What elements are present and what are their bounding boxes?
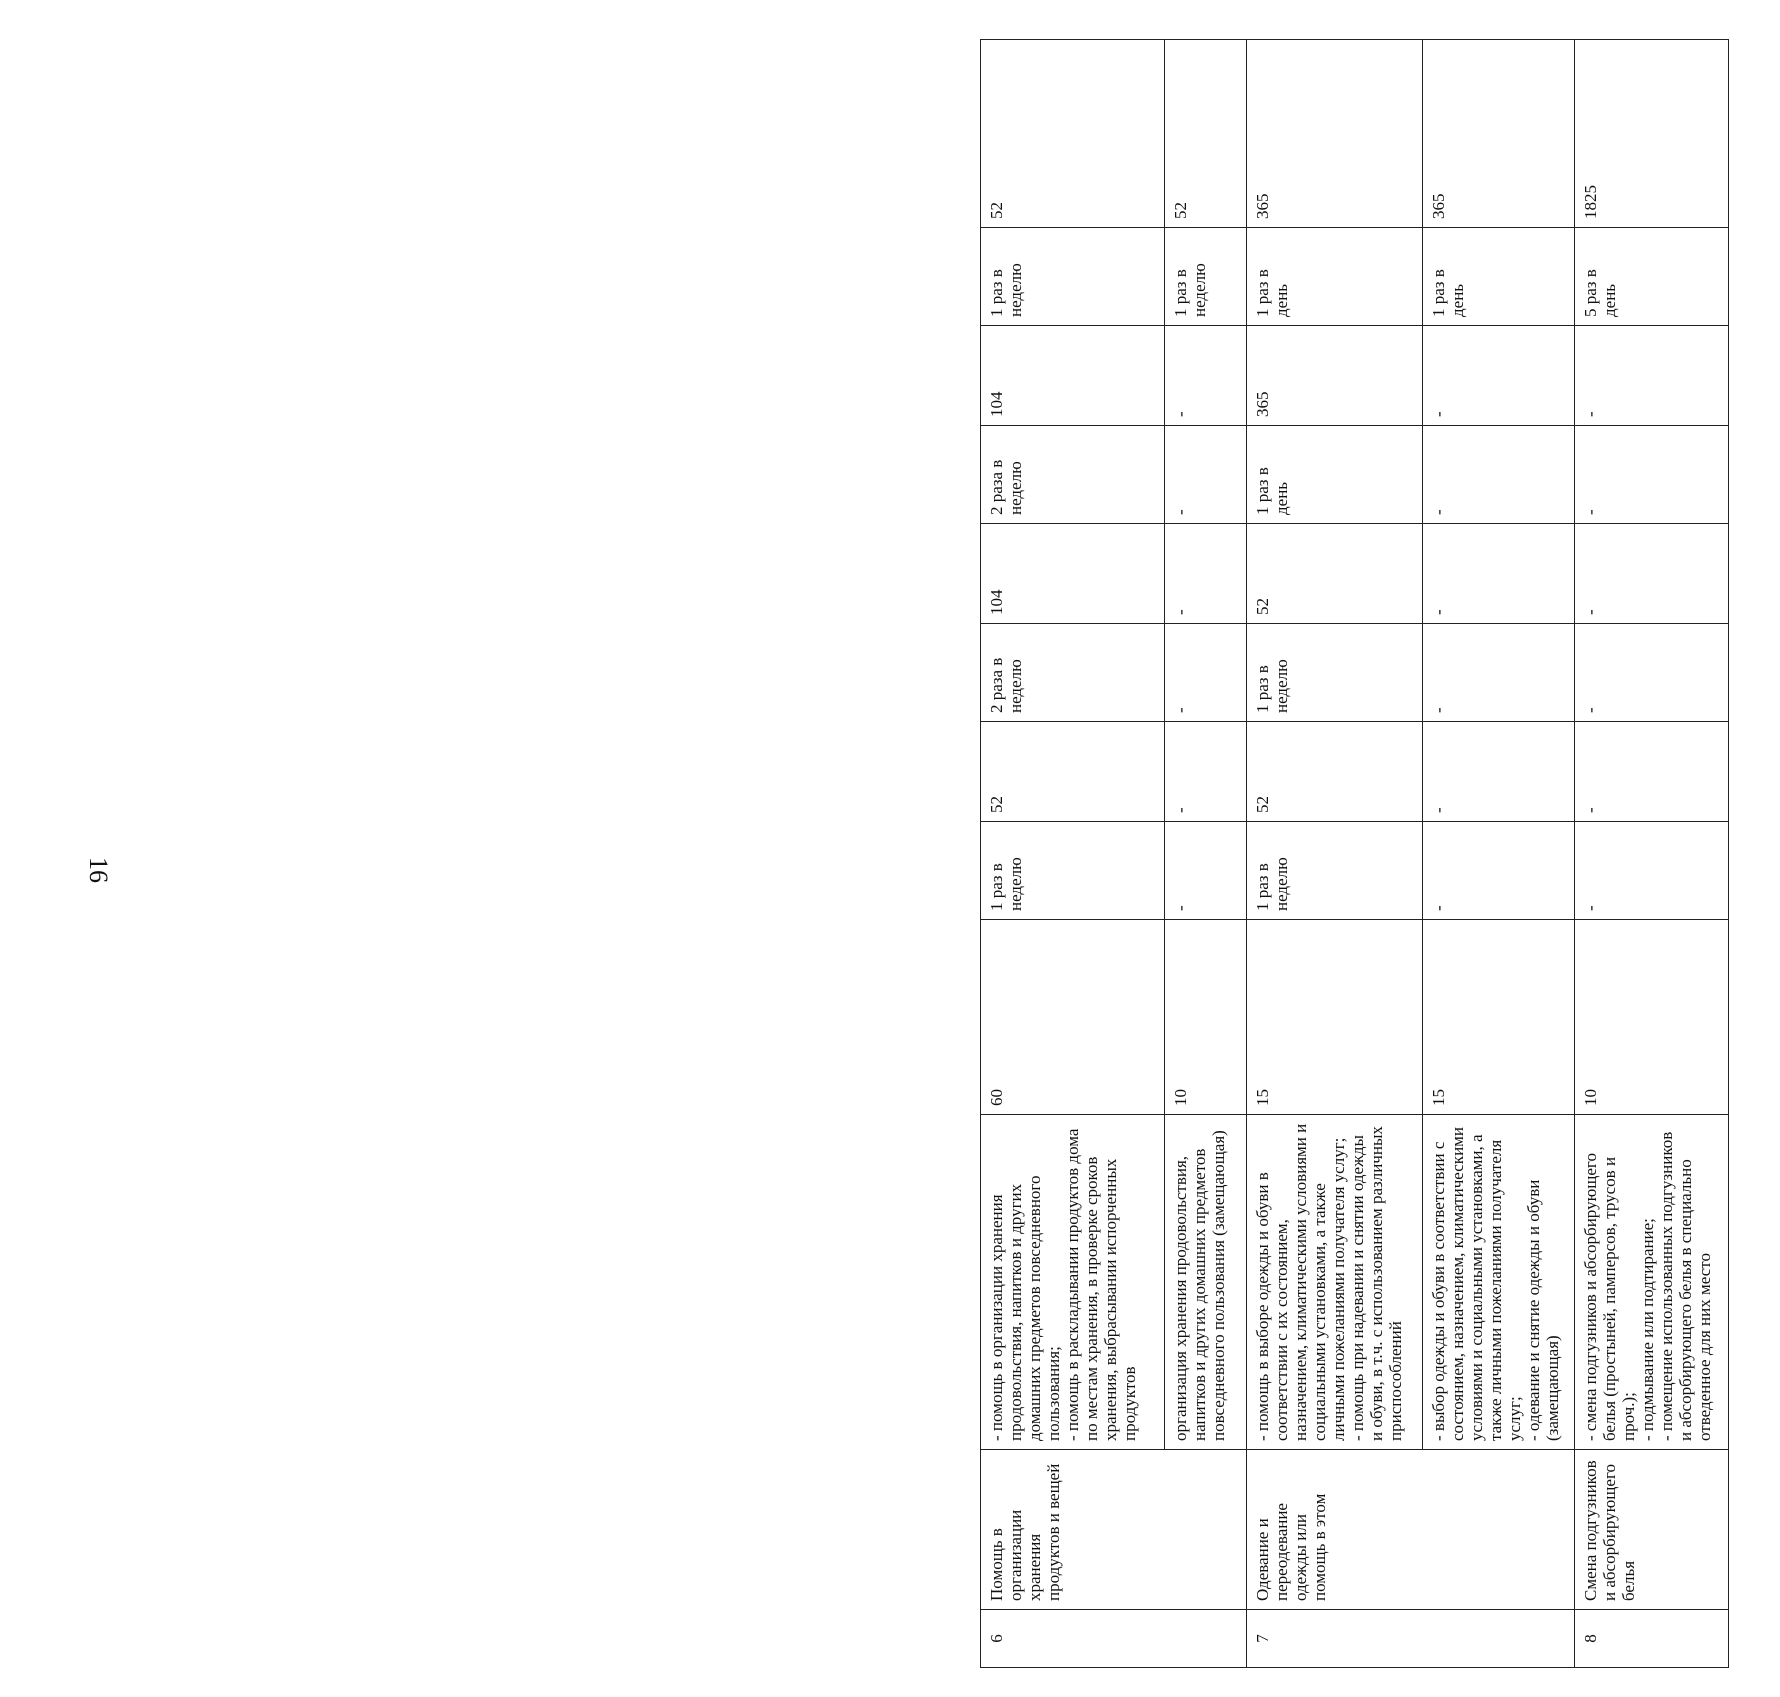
cell-c3: - [1575,624,1729,722]
cell-c3: - [1165,624,1247,722]
row-number: 7 [1247,1610,1575,1668]
cell-c1: 1 раз в неделю [1247,822,1423,920]
cell-c5: - [1575,426,1729,524]
cell-c5: - [1165,426,1247,524]
cell-c2: - [1423,722,1575,822]
cell-c1: - [1165,822,1247,920]
cell-c8: 52 [981,40,1165,228]
service-description: организация хранения продовольствия, напитков и других домашних предметов повседневного пользования (замещающая) [1165,1115,1247,1450]
cell-c4: - [1575,524,1729,624]
cell-time: 15 [1423,920,1575,1115]
cell-c6: - [1165,326,1247,426]
cell-c6: - [1575,326,1729,426]
service-name: Помощь в организации хранения продуктов и вещей [981,1450,1247,1610]
table-row [1247,40,1423,1668]
cell-c3: 1 раз в неделю [1247,624,1423,722]
cell-time: 15 [1247,920,1423,1115]
cell-c5: 2 раза в неделю [981,426,1165,524]
cell-c8: 1825 [1575,40,1729,228]
cell-c1: - [1575,822,1729,920]
cell-c6: - [1423,326,1575,426]
row-number: 6 [981,1610,1247,1668]
table-row [1165,40,1247,1668]
cell-c7: 1 раз в неделю [981,228,1165,326]
services-table [980,39,1729,1668]
cell-c2: 52 [1247,722,1423,822]
cell-c5: 1 раз в день [1247,426,1423,524]
cell-c1: 1 раз в неделю [981,822,1165,920]
cell-c4: - [1423,524,1575,624]
cell-c6: 365 [1247,326,1423,426]
table-row [981,40,1165,1668]
cell-c5: - [1423,426,1575,524]
cell-c1: - [1423,822,1575,920]
cell-c7: 1 раз в неделю [1165,228,1247,326]
service-name: Смена подгузников и абсорбирующего белья [1575,1450,1729,1610]
table-row [1423,40,1575,1668]
page-number: 16 [84,857,113,883]
cell-c4: - [1165,524,1247,624]
cell-c8: 365 [1423,40,1575,228]
cell-c4: 104 [981,524,1165,624]
cell-c7: 1 раз в день [1247,228,1423,326]
cell-c7: 1 раз в день [1423,228,1575,326]
service-description: - выбор одежды и обуви в соответствии с состоянием, назначением, климатическими условиями и социальными установками, а также личными пожеланиями получателя услуг; - одевание и снятие одежды и обуви (замещающая) [1423,1115,1575,1450]
service-name: Одевание и переодевание одежды или помощь в этом [1247,1450,1575,1610]
service-description: - помощь в выборе одежды и обуви в соответствии с их состоянием, назначением, климатическими условиями и социальными установками, а также личными пожеланиями получателя услуг; - помощь при надевании и снятии одежды и обуви, в т.ч. с использованием различных приспособлений [1247,1115,1423,1450]
table-row [1575,40,1729,1668]
cell-time: 60 [981,920,1165,1115]
cell-c8: 52 [1165,40,1247,228]
cell-c7: 5 раз в день [1575,228,1729,326]
cell-time: 10 [1575,920,1729,1115]
service-description: - помощь в организации хранения продовольствия, напитков и других домашних предметов повседневного пользования; - помощь в раскладывании продуктов дома по местам хранения, в проверке сроков хранения, выбрасывании испорченных продуктов [981,1115,1165,1450]
rotated-table-wrapper [980,40,1780,1668]
cell-c2: - [1165,722,1247,822]
cell-c4: 52 [1247,524,1423,624]
cell-time: 10 [1165,920,1247,1115]
cell-c2: - [1575,722,1729,822]
cell-c3: - [1423,624,1575,722]
cell-c2: 52 [981,722,1165,822]
cell-c3: 2 раза в неделю [981,624,1165,722]
service-description: - смена подгузников и абсорбирующего белья (простыней, памперсов, трусов и проч.); - подмывание или подтирание; - помещение использованных подгузников и абсорбирующего белья в специально отведенное для них место [1575,1115,1729,1450]
cell-c6: 104 [981,326,1165,426]
cell-c8: 365 [1247,40,1423,228]
row-number: 8 [1575,1610,1729,1668]
